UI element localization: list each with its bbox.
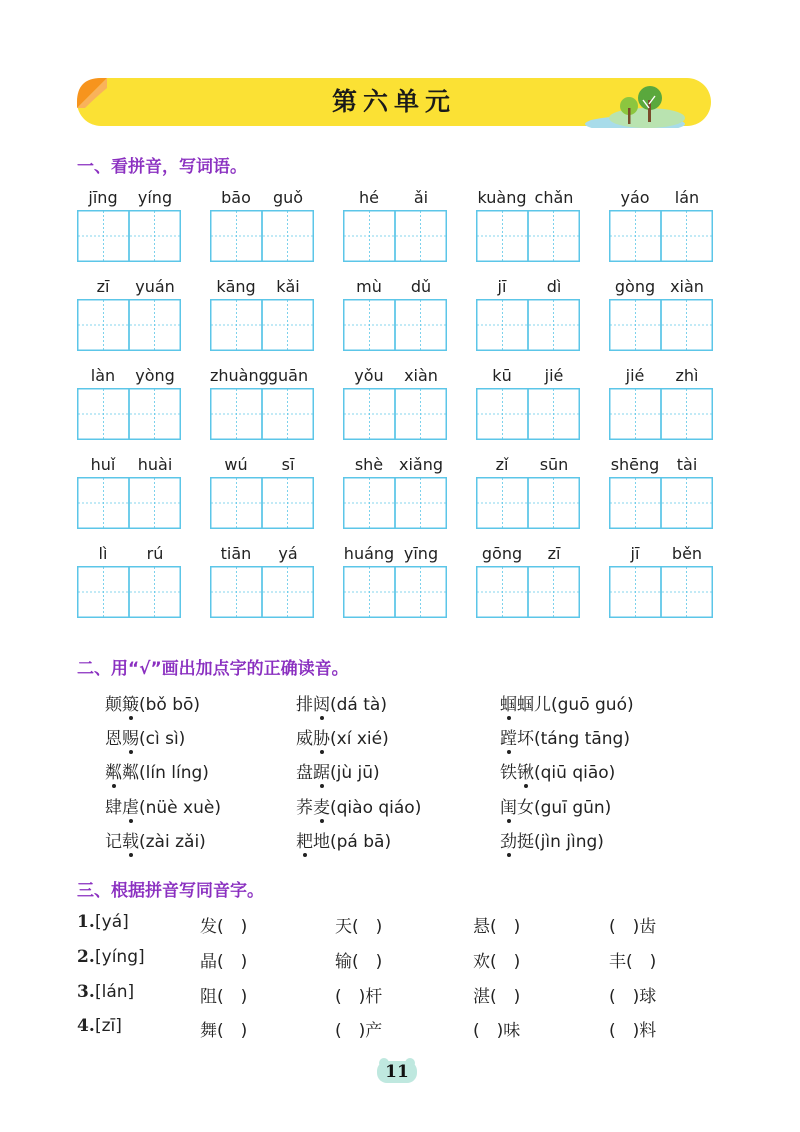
reading-options[interactable]: 坏(táng tāng) — [517, 729, 630, 749]
pinyin-label — [210, 543, 314, 565]
dotted-character: 麦 — [313, 793, 330, 818]
pinyin-syllable: kāng — [216, 277, 256, 296]
pinyin-syllable: yuán — [135, 277, 175, 296]
word-prefix: 记 — [105, 832, 122, 852]
writing-grid[interactable] — [609, 299, 713, 351]
fill-blank-word[interactable]: 湛( ) — [473, 987, 521, 1007]
reading-options[interactable]: (xí xié) — [330, 729, 389, 749]
pinyin-syllable: zī — [96, 277, 110, 296]
writing-grid[interactable] — [77, 210, 181, 262]
fill-blank-word[interactable]: ( )料 — [609, 1021, 657, 1041]
writing-grid[interactable] — [77, 388, 181, 440]
dotted-character: 蝈 — [500, 690, 517, 715]
section1-heading: 一、看拼音，写词语。 — [77, 157, 247, 177]
pinyin-label — [609, 276, 713, 298]
section2-heading: 二、用“√”画出加点字的正确读音。 — [77, 659, 349, 679]
dotted-character: 闺 — [500, 793, 517, 818]
fill-blank-word[interactable]: ( )球 — [609, 987, 657, 1007]
reading-item — [105, 758, 209, 783]
writing-grid[interactable] — [77, 566, 181, 618]
writing-grid[interactable] — [343, 388, 447, 440]
reading-item — [296, 758, 380, 783]
reading-options[interactable]: 蝈儿(guō guó) — [517, 695, 634, 715]
corner-fold-icon — [77, 78, 107, 108]
pinyin-syllable: zhì — [675, 366, 699, 385]
question-number: 4. — [77, 1016, 95, 1036]
fill-blank-word[interactable]: 发( ) — [200, 917, 248, 937]
pinyin-label — [476, 187, 580, 209]
pinyin-syllable: jié — [544, 366, 564, 385]
pinyin-syllable: huǐ — [90, 455, 116, 474]
pinyin-syllable: yá — [278, 544, 298, 563]
word-prefix: 盘 — [296, 763, 313, 783]
reading-options[interactable]: (qiào qiáo) — [330, 798, 422, 818]
writing-grid[interactable] — [476, 210, 580, 262]
word-prefix: 肆 — [105, 798, 122, 818]
pinyin-syllable: shè — [354, 455, 384, 474]
fill-blank-word[interactable]: 悬( ) — [473, 917, 521, 937]
pinyin-syllable: shēng — [610, 455, 660, 474]
writing-grid[interactable] — [476, 566, 580, 618]
writing-grid[interactable] — [77, 299, 181, 351]
writing-grid[interactable] — [210, 566, 314, 618]
fill-blank-word[interactable]: 输( ) — [335, 952, 383, 972]
pinyin-syllable: yáo — [620, 188, 650, 207]
dotted-character: 粼 — [105, 758, 122, 783]
pinyin-syllable: xiàn — [670, 277, 704, 296]
fill-blank-word[interactable]: 欢( ) — [473, 952, 521, 972]
writing-grid[interactable] — [609, 210, 713, 262]
pinyin-syllable: jīng — [88, 188, 118, 207]
pinyin-syllable: kǎi — [276, 277, 300, 296]
pinyin-syllable: guǒ — [272, 188, 304, 207]
reading-options[interactable]: (bǒ bō) — [139, 695, 201, 715]
reading-options[interactable]: 女(guī gūn) — [517, 798, 612, 818]
pinyin-syllable: wú — [224, 455, 248, 474]
fill-blank-word[interactable]: ( )杆 — [335, 987, 383, 1007]
pinyin-label — [77, 187, 181, 209]
writing-grid[interactable] — [210, 388, 314, 440]
word-prefix: 颠 — [105, 695, 122, 715]
pinyin-label — [609, 187, 713, 209]
pinyin-syllable: dǔ — [410, 277, 432, 296]
reading-item — [105, 690, 200, 715]
pinyin-label — [476, 454, 580, 476]
tree-illustration-icon — [585, 84, 685, 128]
pinyin-syllable: lán — [674, 188, 700, 207]
reading-item — [500, 793, 611, 818]
writing-grid[interactable] — [343, 210, 447, 262]
pinyin-syllable: huáng — [343, 544, 395, 563]
reading-item — [500, 690, 634, 715]
reading-item — [296, 724, 389, 749]
pinyin-syllable: lì — [98, 544, 108, 563]
pinyin-syllable: làn — [90, 366, 116, 385]
reading-item — [105, 724, 185, 749]
reading-item — [500, 724, 630, 749]
pinyin-prompt: [yíng] — [95, 947, 145, 967]
pinyin-syllable: xiàn — [404, 366, 438, 385]
fill-blank-word[interactable]: 阻( ) — [200, 987, 248, 1007]
pinyin-label — [343, 543, 447, 565]
pinyin-syllable: guān — [267, 366, 309, 385]
pinyin-syllable: yíng — [137, 188, 173, 207]
fill-blank-word[interactable]: 天( ) — [335, 917, 383, 937]
pinyin-syllable: gōng — [481, 544, 523, 563]
pinyin-label — [343, 276, 447, 298]
word-prefix: 荞 — [296, 798, 313, 818]
writing-grid[interactable] — [609, 477, 713, 529]
pinyin-syllable: huài — [137, 455, 173, 474]
writing-grid[interactable] — [476, 477, 580, 529]
pinyin-syllable: xiǎng — [398, 455, 443, 474]
reading-options[interactable]: 粼(lín líng) — [122, 763, 209, 783]
reading-options[interactable]: (dá tà) — [330, 695, 387, 715]
fill-blank-word[interactable]: 晶( ) — [200, 952, 248, 972]
writing-grid[interactable] — [77, 477, 181, 529]
pinyin-syllable: ǎi — [413, 188, 429, 207]
pinyin-prompt: [zī] — [95, 1016, 122, 1036]
writing-grid[interactable] — [609, 388, 713, 440]
writing-grid[interactable] — [210, 477, 314, 529]
question-number: 1. — [77, 912, 95, 932]
reading-item — [105, 793, 221, 818]
pinyin-syllable: zǐ — [495, 455, 509, 474]
pinyin-label — [609, 454, 713, 476]
pinyin-syllable: rú — [146, 544, 164, 563]
pinyin-prompt: [lán] — [95, 982, 135, 1002]
pinyin-syllable: jī — [630, 544, 640, 563]
reading-item — [105, 827, 206, 852]
pinyin-syllable: tài — [676, 455, 698, 474]
writing-grid[interactable] — [609, 566, 713, 618]
pinyin-syllable: jié — [625, 366, 645, 385]
fill-blank-word[interactable]: ( )味 — [473, 1021, 521, 1041]
writing-grid[interactable] — [476, 299, 580, 351]
dotted-character: 蹚 — [500, 724, 517, 749]
dotted-character: 闼 — [313, 690, 330, 715]
unit-title: 第六单元 — [331, 87, 456, 116]
fill-blank-word[interactable]: ( )齿 — [609, 917, 657, 937]
writing-grid[interactable] — [210, 210, 314, 262]
pinyin-label — [609, 543, 713, 565]
reading-item — [296, 690, 387, 715]
writing-grid[interactable] — [476, 388, 580, 440]
pinyin-syllable: dì — [546, 277, 562, 296]
pinyin-label — [210, 187, 314, 209]
dotted-character: 胁 — [313, 724, 330, 749]
pinyin-label — [77, 543, 181, 565]
word-prefix: 恩 — [105, 729, 122, 749]
reading-options[interactable]: (jù jū) — [330, 763, 380, 783]
pinyin-syllable: yǒu — [354, 366, 384, 385]
pinyin-label — [210, 454, 314, 476]
writing-grid[interactable] — [343, 299, 447, 351]
reading-options[interactable]: (nüè xuè) — [139, 798, 221, 818]
pinyin-syllable: yòng — [135, 366, 175, 385]
pinyin-label — [609, 365, 713, 387]
reading-options[interactable]: 挺(jìn jìng) — [517, 832, 604, 852]
pinyin-label — [77, 276, 181, 298]
pinyin-syllable: kuàng — [477, 188, 527, 207]
dotted-character: 耙 — [296, 827, 313, 852]
pinyin-syllable: zhuàng — [210, 366, 269, 385]
dotted-character: 载 — [122, 827, 139, 852]
fill-blank-word[interactable]: 舞( ) — [200, 1021, 248, 1041]
word-prefix: 排 — [296, 695, 313, 715]
pinyin-syllable: jī — [497, 277, 507, 296]
pinyin-syllable: chǎn — [534, 188, 574, 207]
pinyin-label — [77, 454, 181, 476]
fill-blank-word[interactable]: 丰( ) — [609, 952, 657, 972]
pinyin-syllable: yīng — [403, 544, 439, 563]
pinyin-syllable: kū — [492, 366, 512, 385]
page-number: 11 — [385, 1062, 409, 1082]
reading-item — [296, 793, 421, 818]
pinyin-syllable: tiān — [220, 544, 252, 563]
reading-options[interactable]: (qiū qiāo) — [534, 763, 616, 783]
writing-grid[interactable] — [343, 566, 447, 618]
word-prefix: 威 — [296, 729, 313, 749]
pinyin-syllable: bāo — [221, 188, 251, 207]
dotted-character: 虐 — [122, 793, 139, 818]
writing-grid[interactable] — [343, 477, 447, 529]
pinyin-label — [210, 365, 314, 387]
dotted-character: 踞 — [313, 758, 330, 783]
pinyin-syllable: běn — [671, 544, 703, 563]
pinyin-label — [343, 187, 447, 209]
pinyin-label — [343, 365, 447, 387]
reading-options[interactable]: 地(pá bā) — [313, 832, 392, 852]
writing-grid[interactable] — [210, 299, 314, 351]
dotted-character: 赐 — [122, 724, 139, 749]
pinyin-label — [476, 543, 580, 565]
word-prefix: 铁 — [500, 763, 517, 783]
reading-options[interactable]: (cì sì) — [139, 729, 186, 749]
dotted-character: 劲 — [500, 827, 517, 852]
pinyin-syllable: sūn — [539, 455, 569, 474]
pinyin-label — [476, 276, 580, 298]
page-number-badge — [375, 1057, 419, 1085]
pinyin-syllable: zī — [547, 544, 561, 563]
question-number: 3. — [77, 982, 95, 1002]
fill-blank-word[interactable]: ( )产 — [335, 1021, 383, 1041]
pinyin-label — [476, 365, 580, 387]
reading-item — [500, 827, 604, 852]
section3-heading: 三、根据拼音写同音字。 — [77, 881, 264, 901]
reading-options[interactable]: (zài zǎi) — [139, 832, 206, 852]
pinyin-prompt: [yá] — [95, 912, 129, 932]
pinyin-syllable: hé — [359, 188, 379, 207]
pinyin-syllable: sī — [281, 455, 295, 474]
reading-item — [500, 758, 615, 783]
pinyin-label — [77, 365, 181, 387]
pinyin-label — [210, 276, 314, 298]
pinyin-syllable: mù — [356, 277, 382, 296]
question-number: 2. — [77, 947, 95, 967]
dotted-character: 锹 — [517, 758, 534, 783]
pinyin-syllable: gòng — [614, 277, 656, 296]
pinyin-label — [343, 454, 447, 476]
reading-item — [296, 827, 391, 852]
dotted-character: 簸 — [122, 690, 139, 715]
